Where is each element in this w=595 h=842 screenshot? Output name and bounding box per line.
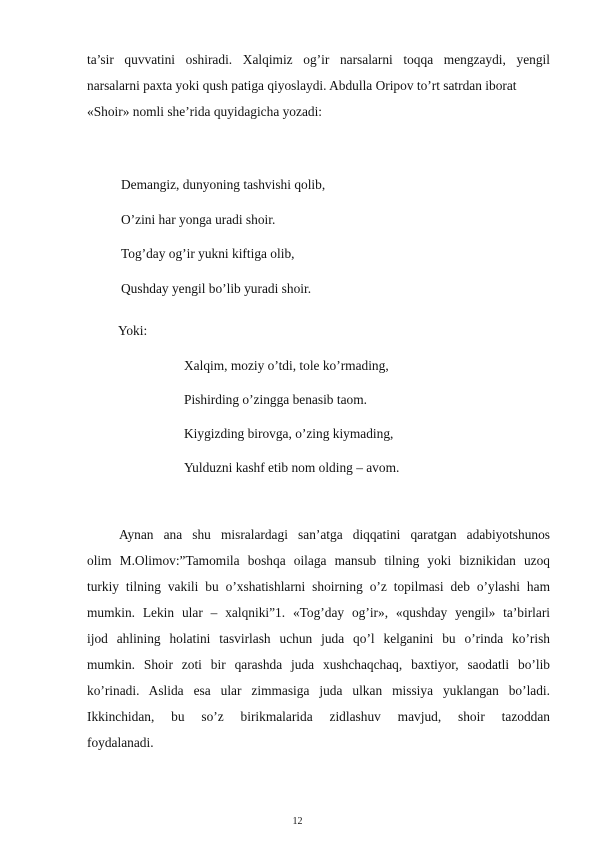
poem1-line-2: O’zini har yonga uradi shoir.: [121, 212, 276, 227]
poem2-line-3: Kiygizding birovga, o’zing kiymading,: [184, 426, 394, 441]
intro-line-1: ta’sir quvvatini oshiradi. Xalqimiz og’ir narsalarni toqqa mengzaydi, yengil: [87, 52, 550, 67]
poem1-line-4: Qushday yengil bo’lib yuradi shoir.: [121, 281, 312, 296]
analysis-line-1: Aynan ana shu misralardagi san’atga diqqatini qaratgan adabiyotshunos: [119, 527, 550, 542]
analysis-line-9: foydalanadi.: [87, 735, 154, 750]
analysis-line-2: olim M.Olimov:”Tamomila boshqa oilaga mansub tilning yoki biznikidan uzoq: [87, 553, 550, 568]
poem1-line-1: Demangiz, dunyoning tashvishi qolib,: [121, 177, 326, 192]
poem2-line-4: Yulduzni kashf etib nom olding – avom.: [184, 460, 400, 475]
poem2-line-1: Xalqim, moziy o’tdi, tole ko’rmading,: [184, 358, 389, 373]
intro-paragraph: [87, 47, 550, 125]
analysis-line-5: ijod ahlining holatini tasvirlash uchun juda qo’l kelganini bu o’rinda ko’rish: [87, 631, 550, 646]
poem1-line-3: Tog’day og’ir yukni kiftiga olib,: [121, 246, 295, 261]
analysis-line-3: turkiy tilning vakili bu o’xshatishlarni shoirning o’z topilmasi deb o’ylashi ham: [87, 579, 550, 594]
analysis-line-8: Ikkinchidan, bu so’z birikmalarida zidlashuv mavjud, shoir tazoddan: [87, 709, 550, 724]
poem2-line-2: Pishirding o’zingga benasib taom.: [184, 392, 367, 407]
analysis-line-7: ko’rinadi. Aslida esa ular zimmasiga juda ulkan missiya yuklangan bo’ladi.: [87, 683, 550, 698]
intro-line-3: «Shoir» nomli she’rida quyidagicha yozadi:: [87, 104, 323, 119]
page-number: 12: [292, 816, 303, 827]
yoki-label: Yoki:: [118, 323, 148, 338]
intro-line-2: narsalarni paxta yoki qush patiga qiyoslaydi. Abdulla Oripov to’rt satrdan iborat: [87, 78, 517, 93]
analysis-paragraph: [87, 522, 550, 756]
analysis-line-6: mumkin. Shoir zoti bir qarashda juda xushchaqchaq, baxtiyor, saodatli bo’lib: [87, 657, 550, 672]
analysis-line-4: mumkin. Lekin ular – xalqniki”1. «Tog’day og’ir», «qushday yengil» ta’birlari: [87, 605, 550, 620]
